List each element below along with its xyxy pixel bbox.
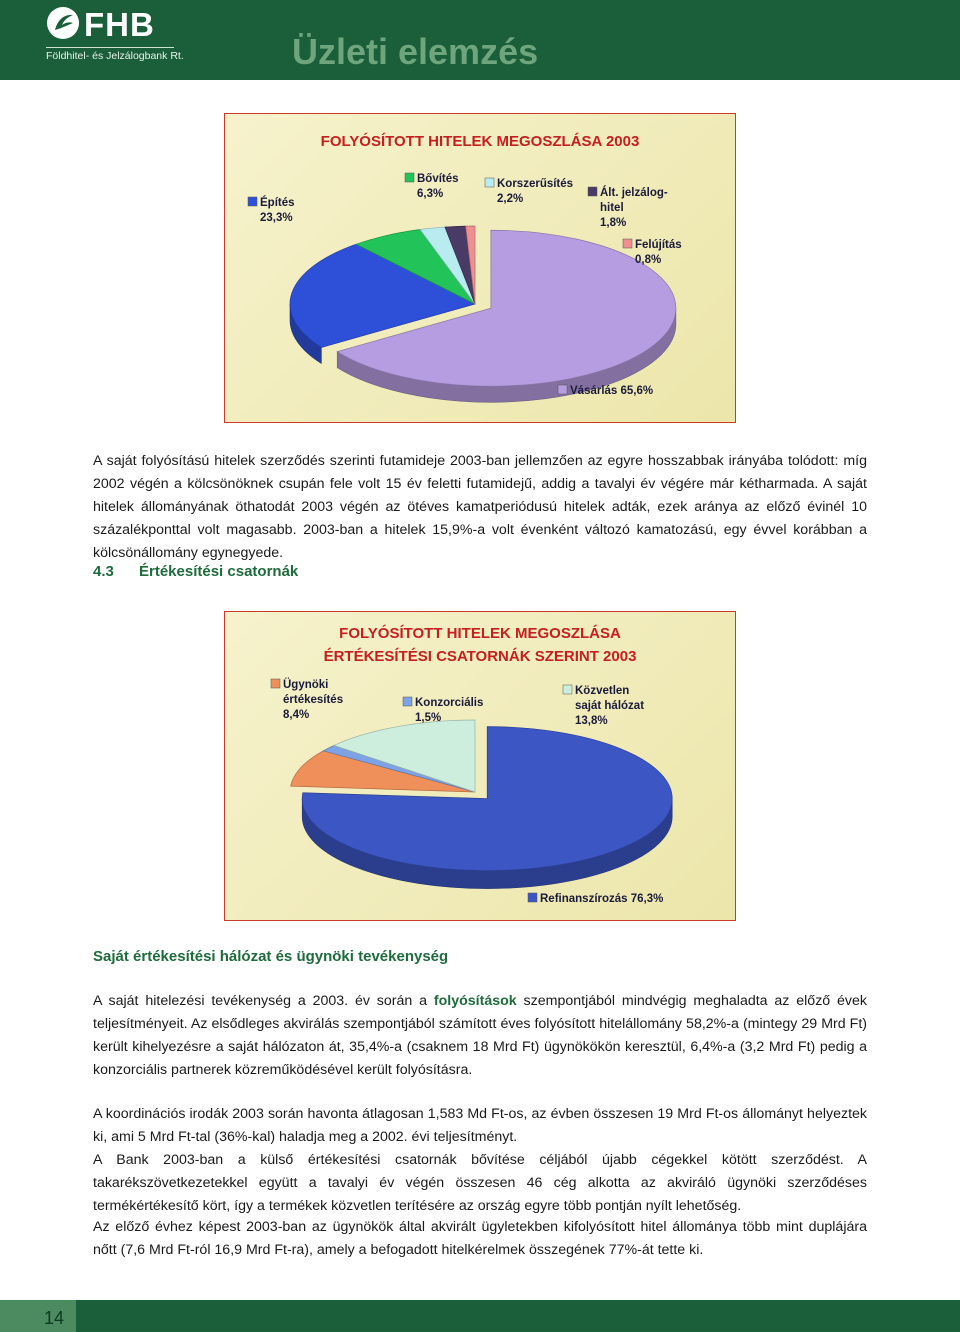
pie-label-refinanszirozas — [528, 893, 663, 905]
paragraph-external-channels: A Bank 2003-ban a külső értékesítési csatornák bővítése céljából újabb cégekkel kötött szerződést. A takarékszövetkezetekkel együtt a tavalyi év végén összesen 46 cég alkotta az akviráló ügynöki szerződéses termékértékesítő kört, így a termékek közvetlen terítésére az ország egyre több pontján nyílt lehetőség. — [93, 1152, 867, 1214]
pie-label-kozvetlen-sajat-halozat — [563, 685, 644, 727]
logo-divider — [46, 47, 174, 48]
pie-label-text: 1,8% — [600, 217, 627, 229]
page-number-tab — [0, 1300, 76, 1332]
legend-swatch — [403, 697, 412, 706]
legend-swatch — [588, 187, 597, 196]
pie-label-text: Ügynöki — [283, 679, 329, 691]
paragraph-agent-growth: Az előző évhez képest 2003-ban az ügynökök által akvirált ügyletekben kifolyósított hitel állománya több mint duplájára nőtt (7,6 Mrd Ft-ról 16,9 Mrd Ft-ra), amely a befogadott hitelkérelmek összegének 77%-át tette ki. — [93, 1219, 867, 1258]
section-title: Értékesítési csatornák — [139, 563, 299, 580]
subsection-title: Saját értékesítési hálózat és ügynöki tevékenység — [93, 948, 449, 965]
legend-swatch — [563, 685, 572, 694]
pie-label-text: Korszerűsítés — [497, 178, 574, 190]
chart-loan-distribution — [224, 113, 736, 423]
paragraph-own-network-rest: szempontjából mindvégig meghaladta az előző évek teljesítményeit. Az elsődleges akvirálás szempontjából számított éves folyósított hitelállomány 58,2%-a (mintegy 29 Mrd Ft) került kihelyezésre a saját hálózaton át, 35,4%-a (csaknem 18 Mrd Ft) ügynökökön keresztül, 6,4%-a (3,2 Mrd Ft) pedig a konzorciális partnerek közreműködésével került folyósításra. — [93, 993, 867, 1078]
legend-swatch — [528, 893, 537, 902]
legend-swatch — [623, 239, 632, 248]
legend-swatch — [405, 173, 414, 182]
chart-title: ÉRTÉKESÍTÉSI CSATORNÁK SZERINT 2003 — [323, 648, 637, 665]
pie-label-bovites — [405, 173, 459, 200]
pie-label-text: 8,4% — [283, 709, 310, 721]
pie-label-text: 1,5% — [415, 712, 442, 724]
pie-label-text: Közvetlen — [575, 685, 630, 697]
pie-label-text: hitel — [600, 202, 624, 214]
chart-title: FOLYÓSÍTOTT HITELEK MEGOSZLÁSA 2003 — [320, 133, 640, 150]
fhb-logo — [46, 6, 184, 64]
pie-label-text: Felújítás — [635, 239, 682, 251]
pie-label-korszerusites — [485, 178, 573, 205]
chart-sales-channels — [224, 611, 736, 921]
pie-label-ugynoki-ertekesites — [271, 678, 343, 721]
legend-swatch — [271, 679, 280, 688]
pie-label-text: Refinanszírozás 76,3% — [540, 893, 664, 905]
bank-emblem-icon — [46, 6, 80, 40]
pie-label-alt-jelzaloghitel — [588, 186, 668, 229]
chart-title: FOLYÓSÍTOTT HITELEK MEGOSZLÁSA — [339, 625, 621, 642]
pie-label-text: Építés — [260, 197, 295, 209]
pie-label-text: 0,8% — [635, 254, 662, 266]
paragraph-coordination-offices: A koordinációs irodák 2003 során havonta átlagosan 1,583 Md Ft-os, az évben összesen 19 Mrd Ft-os állományt helyeztek ki, ami 5 Mrd Ft-tal (36%-kal) haladja meg a 2002. évi teljesítményt. — [93, 1106, 867, 1145]
page-title: Üzleti elemzés — [292, 31, 539, 72]
pie-label-vasarlas — [558, 385, 653, 397]
chart-loan-distribution-svg — [225, 114, 735, 422]
chart-sales-channels-svg — [225, 612, 735, 920]
section-number: 4.3 — [93, 563, 114, 580]
logo-subtitle: Földhitel- és Jelzálogbank Rt. — [46, 50, 184, 62]
pie-label-text: 2,2% — [497, 193, 524, 205]
legend-swatch — [558, 385, 567, 394]
logo-wordmark: FHB — [84, 6, 155, 43]
pie-label-text: Ált. jelzálog- — [600, 187, 668, 199]
pie-label-text: Konzorciális — [415, 697, 484, 709]
footer-bar — [0, 1300, 960, 1332]
paragraph-maturity: A saját folyósítású hitelek szerződés szerinti futamideje 2003-ban jellemzően az egyre hosszabbak irányába tolódott: míg 2002 végén a kölcsönöknek csupán fele volt 15 év feletti futamidejű, addig a tavalyi év végére már kétharmada. A saját hitelek állományának öthatodát 2003 végén az ötéves kamatperiódusú hitelek adták, ezek aránya az előző évinél 10 százalékponttal volt magasabb. 2003-ban a hitelek 15,9%-a volt évenként változó kamatozású, egy évvel korábban a kölcsönállomány egynegyede. — [93, 453, 867, 561]
pie-label-text: 13,8% — [575, 715, 608, 727]
paragraph-own-network — [93, 990, 867, 1082]
pie-label-text: 23,3% — [260, 212, 293, 224]
pie-label-text: Bővítés — [417, 173, 459, 185]
pie-label-text: értékesítés — [283, 694, 344, 706]
page-number: 14 — [44, 1308, 65, 1328]
legend-swatch — [485, 178, 494, 187]
pie-label-text: 6,3% — [417, 188, 444, 200]
highlight-disbursements: folyósítások — [433, 993, 517, 1009]
pie-label-text: saját hálózat — [575, 700, 645, 712]
paragraph-own-network-start: A saját hitelezési tevékenység a 2003. év során a — [93, 993, 434, 1009]
legend-swatch — [248, 197, 257, 206]
pie-label-epites — [248, 196, 295, 224]
pie-label-text: Vásárlás 65,6% — [570, 385, 654, 397]
